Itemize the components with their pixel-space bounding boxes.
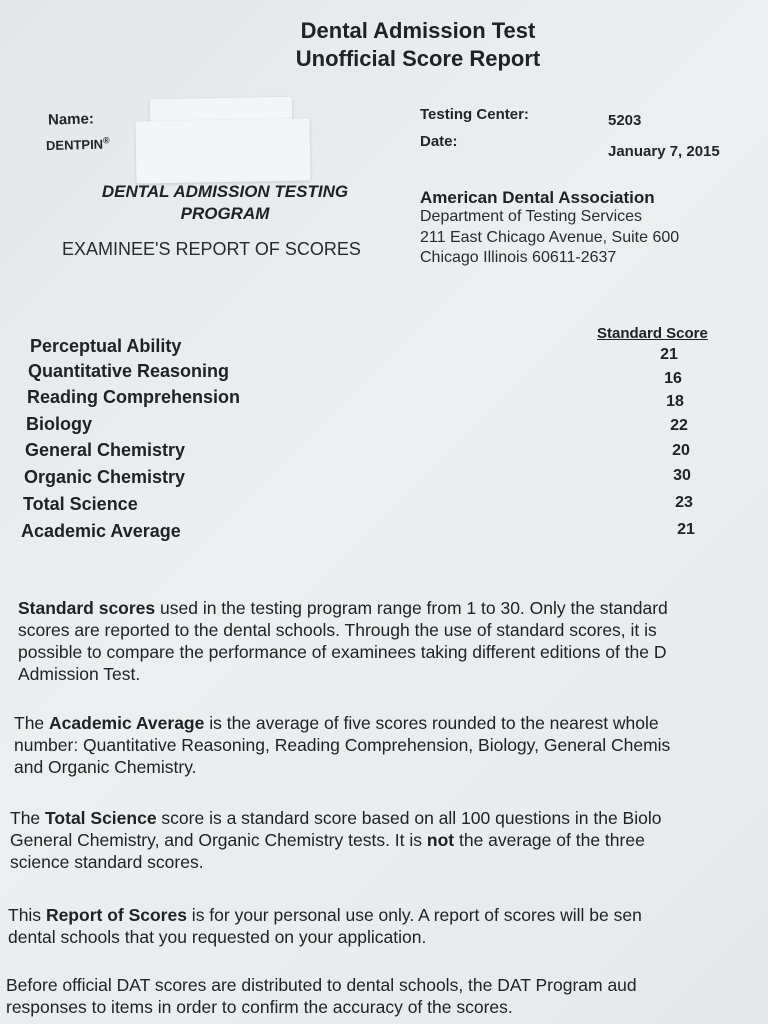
score-label-reading-comprehension: Reading Comprehension — [27, 387, 241, 407]
score-label-perceptual-ability: Perceptual Ability — [30, 336, 182, 356]
ada-department: Department of Testing Services — [420, 208, 643, 225]
p3-line2-pre: General Chemistry, and Organic Chemistry tests. It is — [10, 830, 427, 850]
dentpin-label — [46, 135, 110, 153]
program-line2: PROGRAM — [180, 204, 270, 223]
report-title-line2: Unofficial Score Report — [295, 46, 541, 71]
dentpin-text: DENTPIN — [45, 136, 104, 154]
p4-line1-pre: This — [8, 905, 46, 925]
score-value-organic-chemistry: 30 — [673, 467, 691, 484]
registered-mark: ® — [102, 135, 110, 146]
paragraph-academic-average — [14, 712, 768, 778]
p3-line2-rest: the average of the three — [454, 830, 645, 850]
p3-line1-rest: score is a standard score based on all 100 questions in the Biolo — [156, 808, 662, 828]
score-label-quantitative-reasoning: Quantitative Reasoning — [28, 361, 230, 381]
score-value-academic-average: 21 — [677, 521, 695, 538]
paragraph-total-science — [10, 807, 768, 873]
dentpin-redaction — [135, 118, 310, 183]
p2-line2: number: Quantitative Reasoning, Reading Comprehension, Biology, General Chemis — [14, 735, 671, 755]
p2-line1-pre: The — [14, 713, 50, 733]
p4-bold: Report of Scores — [45, 905, 187, 925]
examinee-report-heading: EXAMINEE'S REPORT OF SCORES — [62, 239, 361, 259]
p1-line1-rest: used in the testing program range from 1 to 30. Only the standard — [155, 598, 668, 618]
p3-line1 — [10, 807, 768, 829]
program-line1: DENTAL ADMISSION TESTING — [101, 182, 349, 201]
date-label: Date: — [420, 133, 458, 150]
p4-line1-rest: is for your personal use only. A report of scores will be sen — [186, 905, 642, 925]
p2-line3: and Organic Chemistry. — [14, 757, 197, 777]
ada-address-line2: Chicago Illinois 60611-2637 — [420, 249, 617, 266]
score-value-biology: 22 — [670, 417, 688, 434]
score-value-total-science: 23 — [675, 494, 693, 511]
ada-name: American Dental Association — [420, 188, 655, 207]
p2-bold: Academic Average — [49, 713, 205, 733]
p3-bold: Total Science — [45, 808, 157, 828]
score-label-organic-chemistry: Organic Chemistry — [24, 467, 186, 487]
score-value-quantitative-reasoning: 16 — [664, 370, 682, 387]
paragraph-standard-scores — [18, 597, 768, 685]
p4-line2: dental schools that you requested on your application. — [8, 927, 427, 947]
score-label-biology: Biology — [26, 414, 92, 434]
p5-line2: responses to items in order to confirm the accuracy of the scores. — [6, 997, 513, 1017]
paragraph-report-of-scores — [8, 904, 768, 948]
p3-line3: science standard scores. — [10, 852, 204, 872]
testing-center-value: 5203 — [608, 112, 642, 129]
p1-line3: possible to compare the performance of examinees taking different editions of the D — [18, 642, 667, 662]
paragraph-official-scores — [6, 974, 768, 1018]
p2-line1 — [14, 712, 768, 734]
testing-center-label: Testing Center: — [420, 106, 529, 123]
score-label-academic-average: Academic Average — [21, 521, 181, 541]
score-label-general-chemistry: General Chemistry — [25, 440, 186, 460]
score-value-general-chemistry: 20 — [672, 442, 690, 459]
standard-score-header: Standard Score — [597, 325, 708, 342]
p1-line2: scores are reported to the dental schools. Through the use of standard scores, it is — [18, 620, 657, 640]
score-label-total-science: Total Science — [23, 494, 138, 514]
p3-line1-pre: The — [10, 808, 46, 828]
p3-not-bold: not — [426, 830, 455, 850]
p1-bold: Standard scores — [18, 598, 156, 618]
ada-address-line1: 211 East Chicago Avenue, Suite 600 — [420, 229, 680, 246]
p5-line1: Before official DAT scores are distributed to dental schools, the DAT Program aud — [6, 975, 637, 995]
p1-line1 — [18, 597, 768, 619]
report-title-line1: Dental Admission Test — [300, 18, 536, 43]
score-value-reading-comprehension: 18 — [666, 393, 684, 410]
date-value: January 7, 2015 — [608, 143, 720, 160]
name-label: Name: — [47, 110, 95, 129]
p1-line4: Admission Test. — [18, 664, 141, 684]
p3-line2 — [10, 829, 768, 851]
p2-line1-rest: is the average of five scores rounded to the nearest whole — [204, 713, 659, 733]
p4-line1 — [8, 904, 768, 926]
score-value-perceptual-ability: 21 — [660, 346, 678, 363]
